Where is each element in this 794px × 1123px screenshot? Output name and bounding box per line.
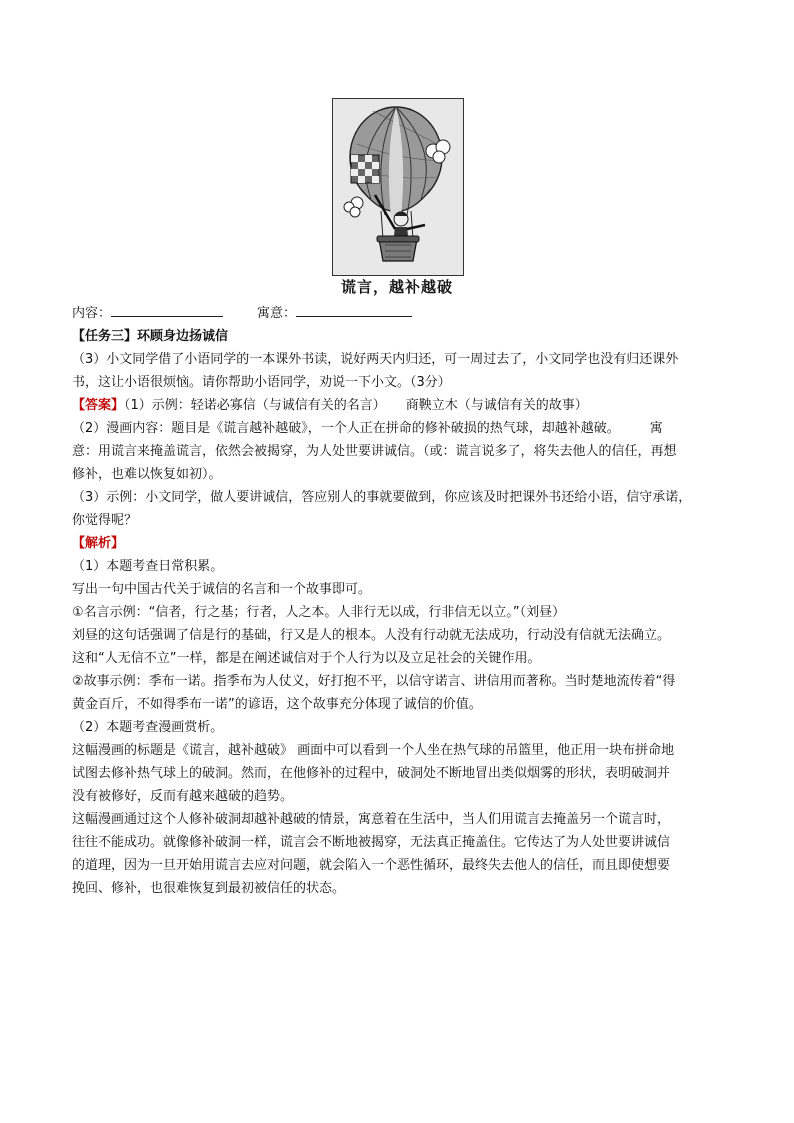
analysis-line: （1）本题考查日常积累。 — [72, 559, 224, 574]
content-blank — [111, 302, 223, 317]
analysis-label: 【解析】 — [72, 536, 125, 551]
answer-line — [72, 394, 724, 417]
analysis-line: ②故事示例：季布一诺。指季布为人仗义，好打抱不平，以信守诺言、讲信用而著称。当时楚地流传着“得 — [72, 674, 676, 689]
meaning-label: 寓意： — [257, 306, 297, 321]
analysis-line: 这和“人无信不立”一样，都是在阐述诚信对于个人行为以及立足社会的关键作用。 — [72, 651, 541, 666]
answer-line: 修补，也难以恢复如初）。 — [72, 467, 222, 482]
analysis-line: 这幅漫画通过这个人修补破洞却越补越破的情景，寓意着在生活中，当人们用谎言去掩盖另一个谎言时， — [72, 812, 671, 827]
answer-1b: 商鞅立木（与诚信有关的故事） — [405, 398, 588, 413]
patched-hole-icon — [351, 155, 379, 183]
analysis-line: 挽回、修补，也很难恢复到最初被信任的状态。 — [72, 881, 346, 896]
document-body — [72, 302, 724, 900]
task3-heading: 【任务三】环顾身边扬诚信 — [72, 329, 229, 344]
meaning-blank — [296, 302, 412, 317]
analysis-line: 往往不能成功。就像修补破洞一样，谎言会不断地被揭穿，无法真正掩盖住。它传达了为人处世要讲诚信 — [72, 835, 671, 850]
answer-2b: 寓 — [649, 421, 663, 436]
answer-line: 你觉得呢？ — [72, 513, 138, 528]
question-line: （3）小文同学借了小语同学的一本课外书读，说好两天内归还，可一周过去了，小文同学也没有归还课外 — [72, 352, 679, 367]
analysis-line: ①名言示例：“信者，行之基；行者，人之本。人非行无以成，行非信无以立。”（刘昼） — [72, 605, 566, 620]
answer-2a: （2）漫画内容：题目是《谎言越补越破》，一个人正在拼命的修补破损的热气球，却越补越破。 — [72, 421, 620, 436]
analysis-line: 黄金百斤，不如得季布一诺”的谚语，这个故事充分体现了诚信的价值。 — [72, 697, 482, 712]
answer-line: 意：用谎言来掩盖谎言，依然会被揭穿，为人处世要讲诚信。（或：谎言说多了，将失去他人的信任，再想 — [72, 444, 677, 459]
question-line: 书，这让小语很烦恼。请你帮助小语同学，劝说一下小文。（3分） — [72, 375, 451, 390]
answer-line: （3）示例：小文同学，做人要讲诚信，答应别人的事就要做到，你应该及时把课外书还给小语，信守承诺， — [72, 490, 692, 505]
fill-line — [72, 302, 724, 325]
answer-line — [72, 417, 724, 440]
analysis-line: 写出一句中国古代关于诚信的名言和一个故事即可。 — [72, 582, 372, 597]
analysis-line: （2）本题考查漫画赏析。 — [72, 720, 224, 735]
cartoon-caption: 谎言，越补越破 — [340, 278, 453, 296]
answer-1a: （1）示例：轻诺必寡信（与诚信有关的名言） — [124, 398, 386, 413]
content-label: 内容： — [72, 306, 112, 321]
analysis-line: 刘昼的这句话强调了信是行的基础，行又是人的根本。人没有行动就无法成功，行动没有信就无法确立。 — [72, 628, 671, 643]
cartoon-image — [332, 98, 464, 276]
analysis-line: 试图去修补热气球上的破洞。然而，在他修补的过程中，破洞处不断地冒出类似烟雾的形状，表明破洞并 — [72, 766, 671, 781]
answer-label: 【答案】 — [72, 398, 125, 413]
hot-air-balloon-icon — [333, 99, 463, 275]
analysis-line: 这幅漫画的标题是《谎言，越补越破》 画面中可以看到一个人坐在热气球的吊篮里，他正用一块布拼命地 — [72, 743, 675, 758]
analysis-line: 的道理，因为一旦开始用谎言去应对问题，就会陷入一个恶性循环，最终失去他人的信任，而且即使想要 — [72, 858, 671, 873]
analysis-line: 没有被修好，反而有越来越破的趋势。 — [72, 789, 294, 804]
